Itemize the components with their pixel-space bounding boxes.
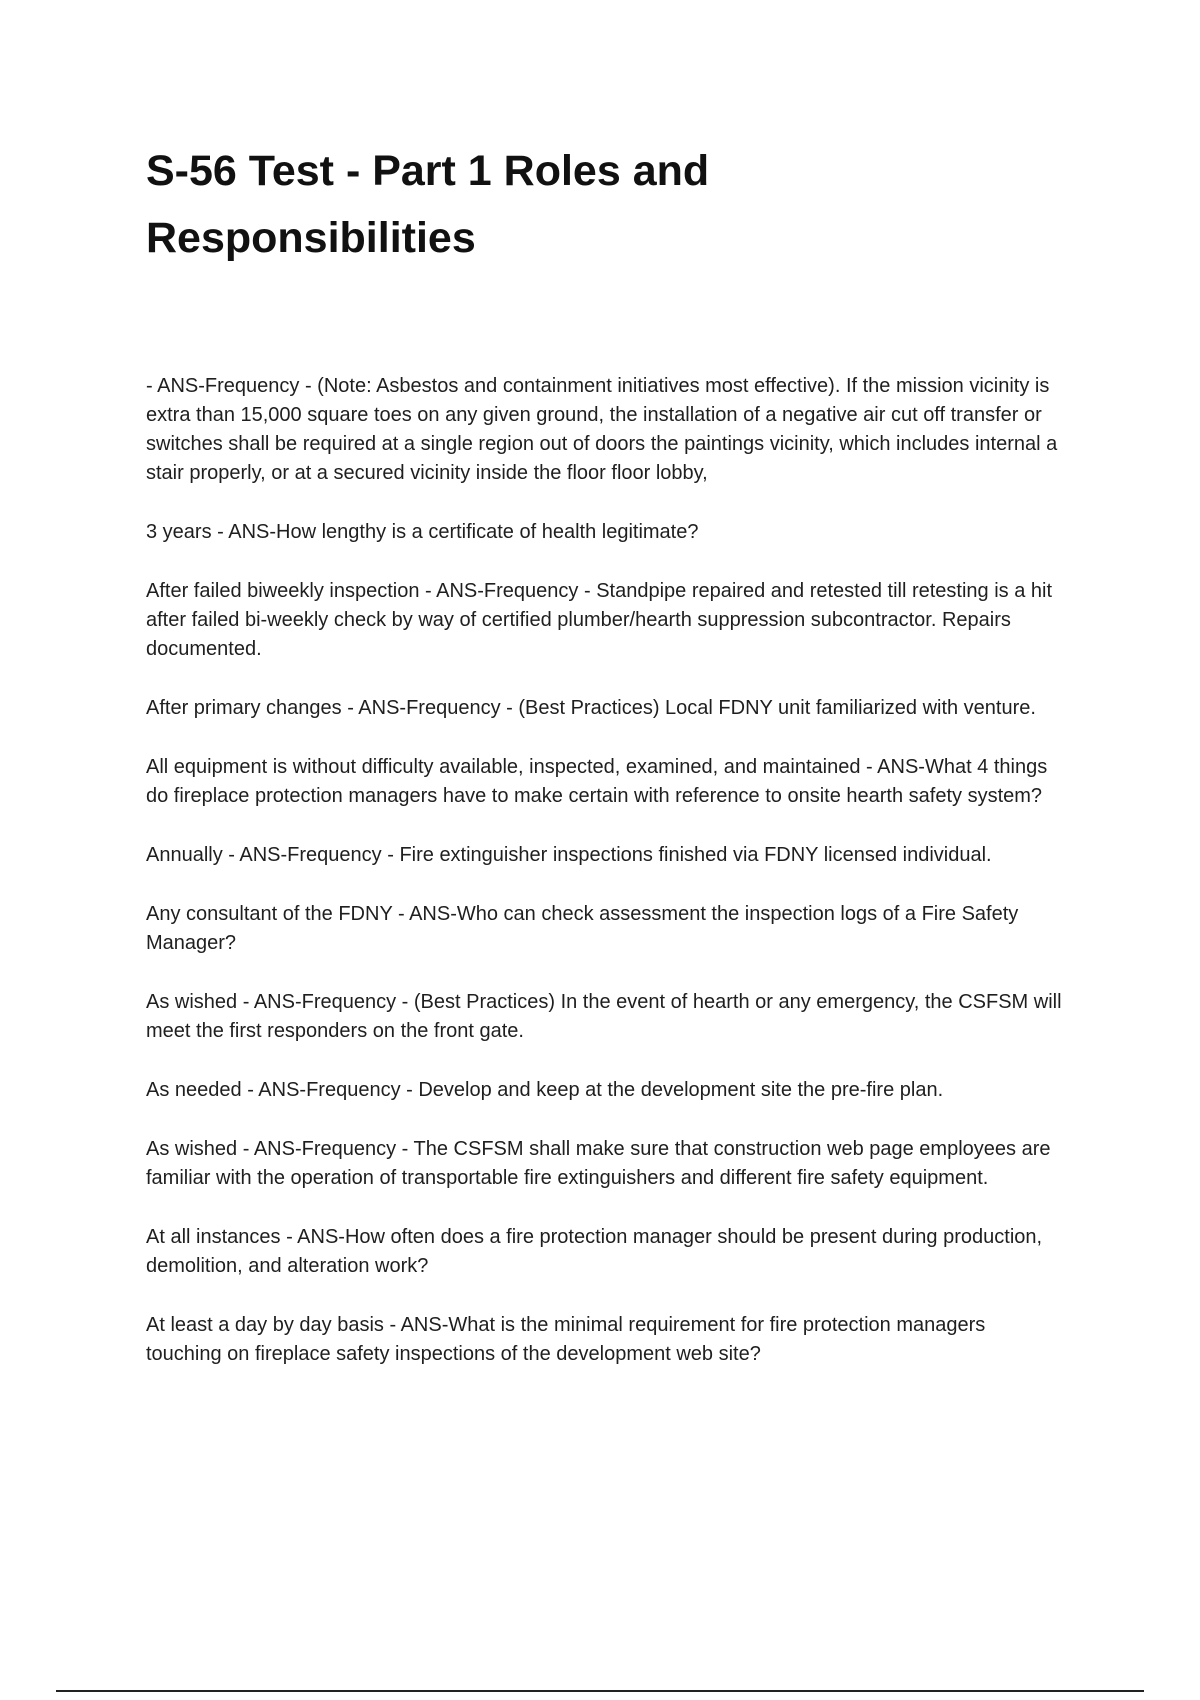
page-title: S-56 Test - Part 1 Roles and Responsibilities [146,147,710,262]
qa-entry: After failed biweekly inspection - ANS-Frequency - Standpipe repaired and retested till retesting is a hit after failed bi-weekly check by way of certified plumber/hearth suppression subcontractor. Repairs documented. [146,580,1053,660]
qa-entry: After primary changes - ANS-Frequency - (Best Practices) Local FDNY unit familiarized with venture. [146,697,1036,719]
qa-entry: At least a day by day basis - ANS-What is the minimal requirement for fire protection managers touching on fireplace safety inspections of the development web site? [146,1314,986,1365]
qa-list [146,372,1064,1399]
qa-entry: Any consultant of the FDNY - ANS-Who can check assessment the inspection logs of a Fire Safety Manager? [146,903,1019,954]
qa-entry: As wished - ANS-Frequency - (Best Practices) In the event of hearth or any emergency, the CSFSM will meet the first responders on the front gate. [146,991,1062,1042]
qa-entry: Annually - ANS-Frequency - Fire extinguisher inspections finished via FDNY licensed individual. [146,844,992,866]
qa-entry: - ANS-Frequency - (Note: Asbestos and containment initiatives most effective). If the mission vicinity is extra than 15,000 square toes on any given ground, the installation of a negative air cut off transfer or switches shall be required at a single region out of doors the paintings vicinity, which includes internal a stair properly, or at a secured vicinity inside the floor floor lobby, [146,375,1058,484]
qa-entry: All equipment is without difficulty available, inspected, examined, and maintained - ANS-What 4 things do fireplace protection managers have to make certain with reference to onsite hearth safety system? [146,756,1048,807]
qa-entry: As needed - ANS-Frequency - Develop and keep at the development site the pre-fire plan. [146,1079,944,1101]
qa-entry: As wished - ANS-Frequency - The CSFSM shall make sure that construction web page employees are familiar with the operation of transportable fire extinguishers and different fire safety equipment. [146,1138,1051,1189]
qa-entry: At all instances - ANS-How often does a fire protection manager should be present during production, demolition, and alteration work? [146,1226,1043,1277]
footer-divider [56,1690,1144,1692]
qa-entry: 3 years - ANS-How lengthy is a certificate of health legitimate? [146,521,699,543]
